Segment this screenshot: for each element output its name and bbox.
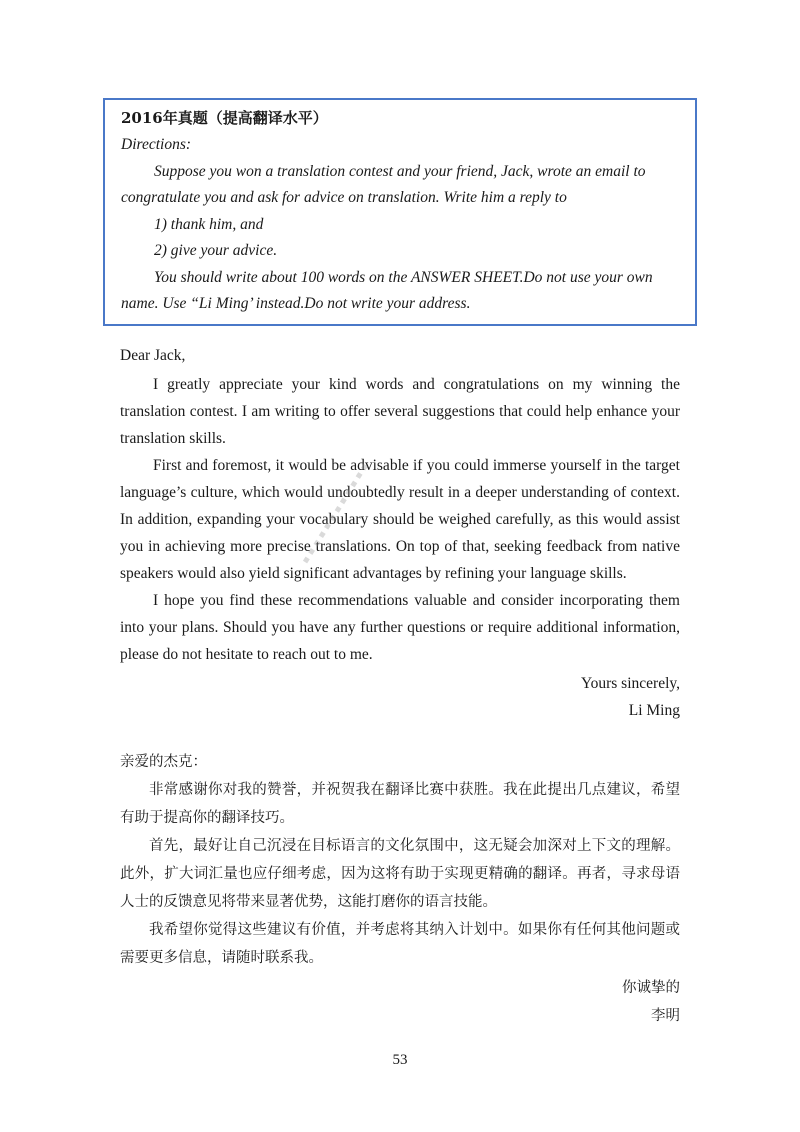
english-paragraph: First and foremost, it would be advisable if you could immerse yourself in the target language’s culture, which would undoubtedly result in a deeper understanding of context. In addition, expanding your vocabulary should be weighed carefully, as this would assist you in achieving more precise translations. On top of that, seeking feedback from native speakers would also yield significant advantages by refining your language skills. [120,457,680,582]
chinese-paragraph: 非常感谢你对我的赞誉，并祝贺我在翻译比赛中获胜。我在此提出几点建议，希望有助于提高你的翻译技巧。 [120,782,680,826]
page-number: 53 [392,1052,408,1068]
directions-line: congratulate you and ask for advice on translation. Write him a reply to [121,189,567,206]
english-paragraph: I greatly appreciate your kind words and congratulations on my winning the translation contest. I am writing to offer several suggestions that could help enhance your translation skills. [120,376,680,447]
directions-line: 2) give your advice. [154,242,278,259]
directions-label: Directions: [121,136,192,153]
directions-line: Suppose you won a translation contest and your friend, Jack, wrote an email to [154,162,646,180]
chinese-salutation: 亲爱的杰克： [120,754,207,770]
english-letter [120,343,680,724]
english-signature: Li Ming [628,702,680,719]
chinese-paragraph: 我希望你觉得这些建议有价值，并考虑将其纳入计划中。如果你有任何其他问题或需要更多信息，请随时联系我。 [120,922,680,966]
english-paragraph: I hope you find these recommendations valuable and consider incorporating them into your plans. Should you have any further questions or require additional information, please do not hesitate to reach out to me. [120,592,680,663]
directions-title: 2016年真题（提高翻译水平） [121,109,328,127]
chinese-closing: 你诚挚的 [622,980,680,996]
directions-line: You should write about 100 words on the ANSWER SHEET.Do not use your own [154,268,653,286]
directions-box [103,98,697,326]
chinese-paragraph: 首先，最好让自己沉浸在目标语言的文化氛围中，这无疑会加深对上下文的理解。此外，扩大词汇量也应仔细考虑，因为这将有助于实现更精确的翻译。再者，寻求母语人士的反馈意见将带来显著优势，这能打磨你的语言技能。 [120,838,680,910]
english-closing: Yours sincerely, [580,675,680,692]
faint-watermark: ▪ ▪ ▪ ▪ ▪ ▪ ▪ ▪ ▪ ▪ ▪ ▪ [300,461,371,566]
english-salutation: Dear Jack, [120,347,186,364]
directions-line: 1) thank him, and [154,215,264,233]
chinese-letter [120,748,680,1030]
chinese-signature: 李明 [651,1008,680,1024]
directions-line: name. Use “Li Ming’ instead.Do not write your address. [121,295,471,312]
